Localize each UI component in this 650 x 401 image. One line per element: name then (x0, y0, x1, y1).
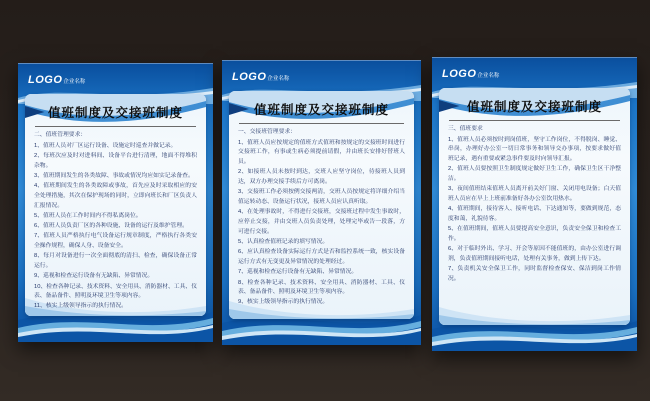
section-heading: 二、值班管理要求： (34, 132, 87, 138)
rules-list (448, 125, 621, 285)
title-divider (35, 126, 196, 127)
rule-item: 1、值班人员应按规定的值班方式值班和按规定的交接班时间进行交接班工作，有事或生病必须提前请假，并由班长安排好替班人员。 (238, 139, 405, 166)
rules-list (238, 128, 405, 308)
rule-item: 6、值班人员负责厂区的各种设施、设备的运行及维护管理。 (34, 223, 188, 230)
rule-item: 8、检查各种记录、技术资料、安全用具、消防器材、工具、仪表、备品备件、照明及环境卫生等项内容。 (238, 279, 405, 296)
logo-text: LOGO (28, 74, 63, 86)
rule-item: 3、夜间值班结束值班人员离开前关好门窗、关闭用电设备；白天值班人员应在早上上班前准备好各办公室饮用热水。 (448, 186, 621, 203)
rule-item: 10、检查各种记录、技术资料、安全用具、消防器材、工具、仪表、备品备件、照明及环境卫生等项内容。 (34, 283, 197, 300)
logo-row (232, 67, 411, 85)
rule-item: 4、值班期间，接待客人、接听电话、下达通知等，要做到规范，态度和蔼，礼貌待客。 (448, 206, 621, 223)
content-card (229, 91, 414, 319)
rule-item: 3、值班期间发生的各类故障、事故或情况均应如实记录备查。 (34, 172, 194, 179)
company-name-label: 企业名称 (477, 73, 500, 79)
section-heading: 三、值班要求 (448, 126, 483, 132)
rule-item: 11、核实上级领导指示的执行情况。 (34, 303, 127, 310)
poster-title: 值班制度及交接班制度 (47, 106, 183, 120)
rule-item: 6、应认真检查设备实际运行方式是否和监控系统一致，核实设备运行方式有无变更及异常情况的处理经过。 (238, 249, 405, 266)
poster-title: 值班制度及交接班制度 (466, 100, 602, 114)
rules-list (34, 131, 197, 312)
poster-title: 值班制度及交接班制度 (253, 103, 389, 117)
rule-item: 5、在值班期间，值班人员要提高安全意识，负责安全保卫和检查工作。 (448, 226, 621, 243)
company-name-label: 企业名称 (63, 79, 86, 85)
rule-item: 5、认真检查值班记录的填写情况。 (238, 239, 329, 246)
logo-row (442, 64, 627, 82)
rule-item: 2、每班次应及时对进料间、设备平台进行清理，地面不得堆积杂物。 (34, 152, 197, 169)
rule-item: 6、对于临时外出、学习、开会等原因不能值班的，由办公室进行调剂，负责值班期间接听电话，处理有关事务，做到上传下达。 (448, 246, 621, 263)
title-divider (449, 120, 620, 121)
rule-items (448, 136, 621, 285)
poster-panel-3 (432, 57, 637, 351)
logo-text: LOGO (442, 68, 477, 80)
rule-item: 7、值班人员严格执行电气设备运行规章制度，严格执行各类安全操作规程，确保人身、设备安全。 (34, 233, 197, 250)
rule-item: 7、巡视和检查运行设备有无缺陷、异常情况。 (238, 269, 358, 276)
content-card (439, 88, 630, 325)
rule-item: 1、值班人员对厂区运行设备、设施定时巡查并做记录。 (34, 142, 177, 149)
rule-item: 9、核实上级领导指示的执行情况。 (238, 299, 329, 306)
card-bottom-wave-decoration (439, 299, 630, 325)
rule-item: 3、交接班工作必须按例交接两清，交班人员按规定将详细介绍当值运转动态、设备运行状况，接班人员应认真听取。 (238, 189, 405, 206)
title-divider (239, 123, 404, 124)
company-name-label: 企业名称 (267, 76, 290, 82)
poster-panel-2 (222, 60, 421, 345)
rule-item: 8、每月对设备进行一次全面彻底的清扫、检查，确保设备正常运行。 (34, 253, 197, 270)
rule-items (34, 142, 197, 312)
rule-item: 1、值班人员必须按时到岗值班，坚守工作岗位，不得脱岗、睡觉、串岗，办理好办公室一切日常事务和领导交办事项，按要求做好值班记录，遇有重要或紧急事件要及时向领导汇报。 (448, 136, 621, 163)
rule-item: 4、在处理事故时，不得进行交接班，交接班过程中发生事故时，应停止交接，并由交班人员负责处理，处理完毕或告一段落，方可进行交接。 (238, 209, 405, 235)
logo-row (28, 70, 203, 88)
rule-item: 2、值班人员要按照卫生制度规定做好卫生工作，确保卫生区干净整洁。 (448, 166, 621, 183)
content-card (25, 94, 206, 316)
logo-text: LOGO (232, 71, 267, 83)
rule-item: 2、如接班人员未按时到达，交班人应坚守岗位，待接班人员到达，双方办理交接手续后方可离岗。 (238, 169, 405, 186)
rule-items (238, 139, 405, 308)
rule-item: 5、值班人员在工作时间内不得私离岗位。 (34, 212, 142, 219)
rule-item: 9、巡视和检查运行设备有无缺陷、异常情况。 (34, 273, 154, 280)
poster-panel-1 (18, 63, 213, 342)
rule-item: 4、值班期间发生的各类故障或事故，首先应及时采取相应的安全处理措施，其次在保护现场的同时，立即向班长和厂区负责人汇报情况。 (34, 183, 197, 209)
rule-item: 7、负责机关安全保卫工作，同时监督检查保安、保洁到岗工作情况。 (448, 266, 621, 283)
section-heading: 一、交接班管理要求： (238, 129, 296, 135)
